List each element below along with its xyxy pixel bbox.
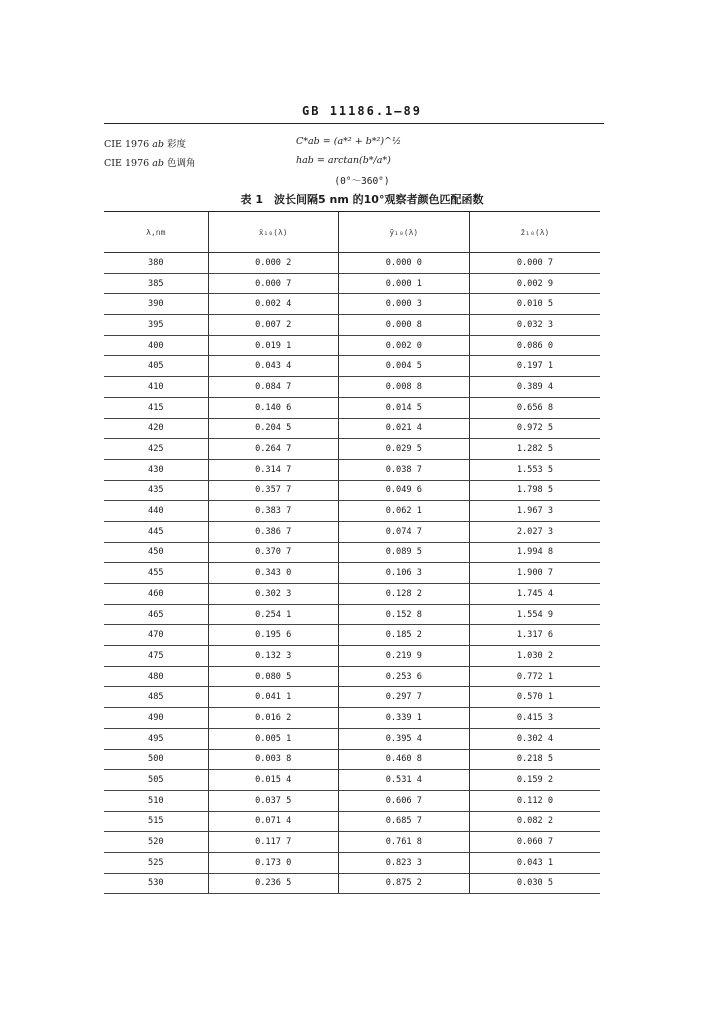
header-rule [104, 123, 604, 124]
cell-z10: 0.415 3 [469, 708, 600, 729]
cell-x10: 0.007 2 [208, 315, 338, 336]
cell-wavelength: 505 [104, 770, 208, 791]
cell-z10: 0.010 5 [469, 294, 600, 315]
cell-x10: 0.386 7 [208, 521, 338, 542]
table-row [104, 273, 600, 294]
cell-wavelength: 445 [104, 521, 208, 542]
cell-x10: 0.016 2 [208, 708, 338, 729]
cell-x10: 0.314 7 [208, 459, 338, 480]
cell-y10: 0.460 8 [338, 749, 469, 770]
cell-y10: 0.049 6 [338, 480, 469, 501]
cell-x10: 0.019 1 [208, 335, 338, 356]
cell-x10: 0.264 7 [208, 439, 338, 460]
cell-z10: 0.086 0 [469, 335, 600, 356]
cell-y10: 0.253 6 [338, 666, 469, 687]
cell-z10: 1.745 4 [469, 584, 600, 605]
cell-wavelength: 500 [104, 749, 208, 770]
cell-wavelength: 470 [104, 625, 208, 646]
table-row [104, 294, 600, 315]
table-row [104, 584, 600, 605]
cell-y10: 0.089 5 [338, 542, 469, 563]
definition-label-italic: ab [152, 158, 164, 169]
cell-y10: 0.761 8 [338, 832, 469, 853]
definition-label-italic: ab [152, 139, 164, 150]
cell-y10: 0.000 1 [338, 273, 469, 294]
cell-z10: 2.027 3 [469, 521, 600, 542]
cell-wavelength: 405 [104, 356, 208, 377]
column-header-x10: x̄₁₀(λ) [208, 212, 338, 253]
table-row [104, 356, 600, 377]
cell-x10: 0.084 7 [208, 377, 338, 398]
cell-wavelength: 435 [104, 480, 208, 501]
cell-wavelength: 485 [104, 687, 208, 708]
cell-z10: 0.197 1 [469, 356, 600, 377]
cell-wavelength: 490 [104, 708, 208, 729]
cell-y10: 0.219 9 [338, 646, 469, 667]
cell-y10: 0.014 5 [338, 397, 469, 418]
column-header-wavelength: λ,nm [104, 212, 208, 253]
cell-wavelength: 380 [104, 253, 208, 274]
table-row [104, 604, 600, 625]
cell-y10: 0.000 8 [338, 315, 469, 336]
cell-y10: 0.002 0 [338, 335, 469, 356]
cell-x10: 0.003 8 [208, 749, 338, 770]
table-row [104, 832, 600, 853]
cell-wavelength: 515 [104, 811, 208, 832]
cell-wavelength: 385 [104, 273, 208, 294]
cell-wavelength: 460 [104, 584, 208, 605]
cell-x10: 0.071 4 [208, 811, 338, 832]
definition-label [104, 155, 195, 169]
cell-y10: 0.000 0 [338, 253, 469, 274]
cell-y10: 0.074 7 [338, 521, 469, 542]
cell-x10: 0.005 1 [208, 728, 338, 749]
table-row [104, 749, 600, 770]
table-row [104, 852, 600, 873]
cell-z10: 0.159 2 [469, 770, 600, 791]
cell-wavelength: 475 [104, 646, 208, 667]
cell-z10: 0.656 8 [469, 397, 600, 418]
cell-wavelength: 480 [104, 666, 208, 687]
cell-wavelength: 520 [104, 832, 208, 853]
column-header-z10: z̄₁₀(λ) [469, 212, 600, 253]
cell-x10: 0.343 0 [208, 563, 338, 584]
definition-chroma [104, 136, 604, 152]
cell-x10: 0.000 7 [208, 273, 338, 294]
cell-y10: 0.152 8 [338, 604, 469, 625]
cell-wavelength: 395 [104, 315, 208, 336]
table-row [104, 521, 600, 542]
table-row [104, 418, 600, 439]
cell-x10: 0.117 7 [208, 832, 338, 853]
cell-y10: 0.021 4 [338, 418, 469, 439]
cell-y10: 0.062 1 [338, 501, 469, 522]
cell-y10: 0.875 2 [338, 873, 469, 894]
cell-z10: 0.030 5 [469, 873, 600, 894]
table-row [104, 315, 600, 336]
cell-x10: 0.140 6 [208, 397, 338, 418]
table-row [104, 790, 600, 811]
cell-z10: 1.554 9 [469, 604, 600, 625]
definition-label-prefix: CIE 1976 [104, 139, 150, 150]
cell-z10: 0.000 7 [469, 253, 600, 274]
cell-z10: 0.060 7 [469, 832, 600, 853]
table-row [104, 811, 600, 832]
cell-z10: 1.317 6 [469, 625, 600, 646]
table-row [104, 397, 600, 418]
table-row [104, 873, 600, 894]
table-row [104, 335, 600, 356]
cell-y10: 0.000 3 [338, 294, 469, 315]
definition-label [104, 136, 186, 150]
table-row [104, 542, 600, 563]
cell-wavelength: 390 [104, 294, 208, 315]
definition-label-prefix: CIE 1976 [104, 158, 150, 169]
cell-y10: 0.685 7 [338, 811, 469, 832]
cell-x10: 0.302 3 [208, 584, 338, 605]
cell-x10: 0.132 3 [208, 646, 338, 667]
definition-label-suffix: 彩度 [166, 139, 186, 150]
cell-z10: 1.900 7 [469, 563, 600, 584]
cell-y10: 0.297 7 [338, 687, 469, 708]
definition-formula: C*ab = (a*² + b*²)^½ [296, 136, 402, 147]
table-row [104, 666, 600, 687]
cell-x10: 0.037 5 [208, 790, 338, 811]
cell-x10: 0.204 5 [208, 418, 338, 439]
cell-wavelength: 465 [104, 604, 208, 625]
cell-z10: 0.570 1 [469, 687, 600, 708]
cell-wavelength: 420 [104, 418, 208, 439]
cell-z10: 1.030 2 [469, 646, 600, 667]
cell-x10: 0.000 2 [208, 253, 338, 274]
cell-x10: 0.015 4 [208, 770, 338, 791]
cell-y10: 0.823 3 [338, 852, 469, 873]
color-matching-table [104, 211, 600, 894]
cell-y10: 0.606 7 [338, 790, 469, 811]
table-row [104, 501, 600, 522]
cell-y10: 0.339 1 [338, 708, 469, 729]
definition-label-suffix: 色调角 [166, 158, 196, 169]
table-row [104, 687, 600, 708]
cell-z10: 0.112 0 [469, 790, 600, 811]
cell-wavelength: 525 [104, 852, 208, 873]
table-row [104, 770, 600, 791]
cell-y10: 0.531 4 [338, 770, 469, 791]
cell-z10: 1.994 8 [469, 542, 600, 563]
document-code: GB 11186.1—89 [302, 104, 422, 118]
cell-x10: 0.383 7 [208, 501, 338, 522]
cell-x10: 0.236 5 [208, 873, 338, 894]
cell-x10: 0.080 5 [208, 666, 338, 687]
cell-z10: 0.082 2 [469, 811, 600, 832]
cell-z10: 0.002 9 [469, 273, 600, 294]
cell-y10: 0.128 2 [338, 584, 469, 605]
cell-z10: 1.282 5 [469, 439, 600, 460]
cell-z10: 1.798 5 [469, 480, 600, 501]
table-row [104, 480, 600, 501]
cell-y10: 0.004 5 [338, 356, 469, 377]
cell-x10: 0.002 4 [208, 294, 338, 315]
cell-z10: 0.772 1 [469, 666, 600, 687]
cell-wavelength: 425 [104, 439, 208, 460]
cell-wavelength: 440 [104, 501, 208, 522]
cell-wavelength: 510 [104, 790, 208, 811]
cell-x10: 0.173 0 [208, 852, 338, 873]
table-row [104, 625, 600, 646]
cell-wavelength: 410 [104, 377, 208, 398]
table-header-row [104, 212, 600, 253]
cell-y10: 0.008 8 [338, 377, 469, 398]
column-header-y10: ȳ₁₀(λ) [338, 212, 469, 253]
cell-z10: 0.043 1 [469, 852, 600, 873]
table-row [104, 563, 600, 584]
table-title: 表 1 波长间隔5 nm 的10°观察者颜色匹配函数 [240, 193, 484, 206]
cell-wavelength: 530 [104, 873, 208, 894]
hue-angle-range: (0°～360°) [334, 176, 390, 187]
cell-y10: 0.395 4 [338, 728, 469, 749]
cell-x10: 0.043 4 [208, 356, 338, 377]
cell-x10: 0.195 6 [208, 625, 338, 646]
cell-y10: 0.106 3 [338, 563, 469, 584]
table-row [104, 253, 600, 274]
cell-y10: 0.038 7 [338, 459, 469, 480]
definition-formula: hab = arctan(b*/a*) [296, 155, 391, 166]
definition-hue-angle [104, 155, 604, 171]
cell-wavelength: 415 [104, 397, 208, 418]
cell-wavelength: 455 [104, 563, 208, 584]
table-body [104, 253, 600, 894]
cell-x10: 0.357 7 [208, 480, 338, 501]
cell-x10: 0.370 7 [208, 542, 338, 563]
table-row [104, 439, 600, 460]
cell-wavelength: 450 [104, 542, 208, 563]
cell-z10: 1.967 3 [469, 501, 600, 522]
cell-z10: 0.389 4 [469, 377, 600, 398]
cell-y10: 0.185 2 [338, 625, 469, 646]
cell-wavelength: 495 [104, 728, 208, 749]
table-row [104, 377, 600, 398]
cell-wavelength: 430 [104, 459, 208, 480]
cell-z10: 0.302 4 [469, 728, 600, 749]
cell-z10: 0.218 5 [469, 749, 600, 770]
cell-z10: 0.032 3 [469, 315, 600, 336]
cell-z10: 0.972 5 [469, 418, 600, 439]
cell-wavelength: 400 [104, 335, 208, 356]
cell-z10: 1.553 5 [469, 459, 600, 480]
table-row [104, 459, 600, 480]
cell-x10: 0.041 1 [208, 687, 338, 708]
table-row [104, 708, 600, 729]
cell-y10: 0.029 5 [338, 439, 469, 460]
table-row [104, 728, 600, 749]
table-row [104, 646, 600, 667]
cell-x10: 0.254 1 [208, 604, 338, 625]
